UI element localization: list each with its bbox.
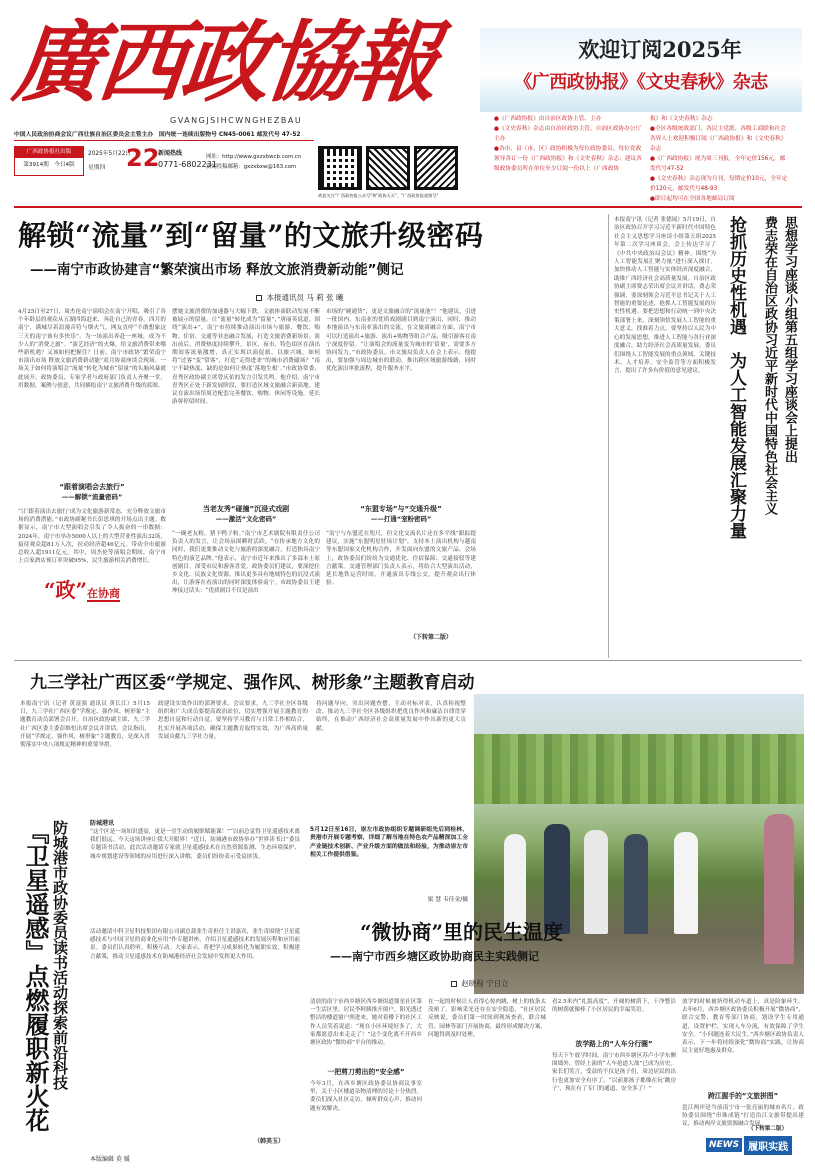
third-subhead-1: 一把剪刀剪出的“安全感” xyxy=(327,1068,405,1076)
fangcheng-subtitle: 防城港市政协委员读书活动探索前沿科技 xyxy=(51,820,69,1090)
subscribe-item: 报》和《文史春秋》杂志 xyxy=(650,116,713,122)
person-6 xyxy=(764,814,794,964)
masthead-title: 廣西政協報 xyxy=(8,10,440,114)
masthead-rule xyxy=(14,140,314,141)
second-col3: 持问题导向，突出问题查摆，主动对标对表，认真检视整改。推动九三学社全区各级组织把优良作风和廉洁自律贯穿始终，在推动广西经济社会高质量发展中作出新的更大贡献。 xyxy=(316,701,466,732)
ai-headline-c: 抢抓历史性机遇 为人工智能发展汇聚力量 xyxy=(726,216,746,539)
person-4 xyxy=(624,834,648,934)
lead-col1: 4月25日至27日，周杰伦南宁演唱会在南宁开唱，吸引了各个年龄层的观众从五湖四海赶来，奔赴自己的青春。四月的南宁，满城尽着浪漫音符与烟火气。网友直呼“不敢想象这三天的南宁该有多快乐”。为一场演出奔赴一座城，成为不少人的“消费之旅”。“演艺经济”的火爆，给文旅消费带来哪些新机遇？又该如何把握住？日前，南宁市政协“繁荣南宁市演出市场 释放文旅消费新动能”双月协商座谈会现场。一场关于如何将演唱会“流量”转化为城市“留量”的头脑风暴就此展开。政协委员、专家学者与政府部门负责人齐聚一堂，用数据、案例与创意，共同描绘南宁文旅消费升级的蓝图。 xyxy=(18,309,166,389)
lead-col3b: “南宁与东盟近在咫尺，但文化交流名片还在多平线”跟踪提建议，实施“东盟明星驻场计划”，支持本土演出机构与越南等东盟国家文化机构合作，开发面向东盟的文旅产品。会场上，政协委员们纷纷为交通优化、住宿保障、交通接驳等建言献策。交通管理部门负责人表示，将结合大型演出活动，延长地铁运营时间，开通演出专线公交，提升观众出行体验。 xyxy=(326,531,476,587)
third-col1b: 今年3月，在西乡塘区政协委员协商议事室里，关于小区楼道杂物清理的讨论十分热烈。委员们深入社区走访，倾听群众心声，推动问题有效解决。 xyxy=(310,1081,422,1112)
third-col3b: 每天下午放学时间，南宁市西乡塘区苏卢小学东侧围墙外，曾经上演的“人车抢道大战”已成为历史。家长们笑言，受益的不仅是孩子们，周边居民的出行也更加安全有序了。“以前那孩子都像在玩‘跳房子’，现在有了专门的通道，安全多了！” xyxy=(552,1053,676,1092)
third-col4: 放学的时候被挤得机动车道上，真是险象环生。去年6月，西乡塘区政协委员积极开展“微协商”，联合交警、教育等部门协商，划设学生专用通道，设置护栏，实现人车分流，有效保障了学生安全。“小问题连着大民生。”西乡塘区政协负责人表示，下一步将持续深化“微协商”实践，让协商民主更好地惠及群众。 xyxy=(682,999,804,1055)
masthead-pinyin: GVANGJSIHCWNGHEZBAU xyxy=(170,116,303,125)
third-col2: 在一起的时候让人看得心惊肉跳，树上的枝条太茂密了，影响采光还存在安全隐患。“社区居民反映说。委员们第一时间到现场查看，联合城管、园林等部门开展协商，最终形成解决方案，问题得到及时处理。 xyxy=(428,999,546,1038)
byline-text: 本报通讯员 马 莉 张 曦 xyxy=(266,293,344,302)
lead-byline xyxy=(170,292,430,303)
third-subhead-3: 跨江握手的“文旅拼图” xyxy=(707,1092,779,1100)
subscribe-item: ●各市、县（市、区）政协积极为每位政协委员、每位党政领导各订一份《广西政协报》和《文史春秋》杂志；建议各级政协委员所在单位至少订阅一份以上《广西政协 xyxy=(494,146,642,172)
qr-caption: 欢迎关注"广西政协报公众号"和"政协天天"、"广西政协报视频号" xyxy=(318,193,439,198)
qr-code-1 xyxy=(318,146,362,190)
second-col2: 政建设实效作出的部署要求。会议要求，九三学社全区各级组织和广大成员要提高政治站位，切实增强开展主题教育的思想自觉和行动自觉。要坚持学习教育与日常工作相结合，扎实开展各项活动，确保主题教育取得实效，为广西高质量发展贡献九三学社力量。 xyxy=(158,701,308,740)
lead-subhead-1-sub: ——解锁“流量密码” xyxy=(61,493,123,501)
ai-article-text: 本报南宁讯（记者 张德展）5月19日，自治区政协召开学习习近平新时代中国特色社会主义思想学习座谈小组第五组2025年第二次学习座谈会。会上传达学习了《中共中央政治局会议》精神。围绕“为人工智能发展汇聚力量”进行深入探讨。加快推动人工智能与实体经济深度融合，助推广西经济社会高质量发展。自治区政协副主席费志荣出席会议并讲话。费志荣强调，要深刻领会习近平总书记关于人工智能的重要论述，抢抓人工智能发展的历史性机遇。要把思想和行动统一到中央决策部署上来，深刻领悟发展人工智能的重大意义，找准着力点。要坚持以人民为中心的发展思想，推进人工智能与各行业深度融合，助力经济社会高质量发展。委员们围绕人工智能发展的重点领域、关键技术、人才培养、安全监管等方面积极发言，提出了许多有价值的意见建议。 xyxy=(614,217,716,375)
hotline-label: 新闻热线 xyxy=(158,150,183,157)
page-number: 22 xyxy=(126,144,160,172)
fangcheng-title: 『卫星遥感』点燃履职新火花 xyxy=(21,820,50,1132)
subscribe-item: ●《广西政协报》现为周三刊报，全年定价156元，邮发代号47-52 xyxy=(650,156,786,172)
photo-credit: 梁 慧 韦佳金/摄 xyxy=(427,897,468,903)
ai-headline-b: 费志荣在自治区政协习近平新时代中国特色社会主义 xyxy=(762,216,777,515)
subscribe-title: 欢迎订阅2025年 xyxy=(578,37,742,62)
third-continued: （下转第二版） xyxy=(748,1126,788,1132)
subscribe-item: ●《广西政协报》由自治区政协主管、主办 xyxy=(494,116,602,122)
column-divider xyxy=(608,214,609,658)
lead-subhead-3-sub: ——打通“宠粉密码” xyxy=(370,515,432,523)
news-tag-cn: 履职实践 xyxy=(744,1136,792,1155)
fangcheng-author: （韩美玉） xyxy=(254,1138,285,1145)
hotline-number: 0771-6802231 xyxy=(158,160,217,169)
fangcheng-dateline: 防城港讯 xyxy=(90,820,115,827)
page-editor: 本版编辑 莫 媛 xyxy=(90,1156,130,1163)
zheng-char: “政” xyxy=(44,578,88,602)
second-title: 九三学社广西区委“学规定、强作风、树形象”主题教育启动 xyxy=(30,673,475,693)
issue-number: 第3914期 今日4版 xyxy=(23,162,75,168)
section-divider-1 xyxy=(14,660,802,661)
lead-col3: 市场的“硬通货”，更是文旅融合的“流量池”！”他建议，引进一批国内、东南亚的优质戏剧剧目到南宁演出，同时，推动本地演出与东南亚演出的交流。在文旅商融合方面，南宁市可以打造演出+旅游、演出+购物等组合产品，吸引游客在南宁深度停留。“让演唱会的流量变为城市的‘留量’，需要多方协同发力。”市政协委员、市文旅局负责人在会上表示。他提出，要加强与周边城市的联动，推出跨区域旅游线路，同时优化演出审批流程，提升服务水平。 xyxy=(326,309,476,373)
lead-col2b: “一碗老友粉，猪下鸭子粉。”南宁市艺术剧院有限责任公司负责人的发言，让会场氛围瞬时活跃。“在传承地方文化的同时，我们更要推动文化与旅游的深度融合，打造独具南宁特色的演艺品牌。”他表示，南宁市近年来推出了多部本土原创剧目，深受市民和游客喜爱。政协委员们建议，要深挖壮乡文化、民族文化资源，推出更多具有地域特色的沉浸式演出，让游客在看演出的同时深度体验南宁。市政协委员王建坤接过话头：“优质剧目不仅是演出 xyxy=(172,531,320,595)
third-subhead-2: 放学路上的“人车分行圈” xyxy=(575,1040,653,1048)
third-byline xyxy=(410,978,550,989)
subscribe-right-col xyxy=(650,114,790,204)
vine-canopy xyxy=(474,734,804,804)
person-5 xyxy=(674,832,698,934)
lead-subhead-2: 当老友秀“碰撞”沉浸式戏剧 xyxy=(202,505,290,513)
person-3 xyxy=(584,830,608,934)
zheng-logo xyxy=(44,574,120,603)
third-col3: 看2.5米内“礼貌高度”，开阔的树荫下，干净整洁的树荫就像棒了小区居民的幸福笑语。 xyxy=(552,999,676,1014)
byline-square-icon xyxy=(256,295,262,301)
subscribe-item: ●即日起均可在全国各地邮局订阅 xyxy=(650,196,735,202)
website[interactable]: 网址：http://www.gxzxbwcb.com.cn xyxy=(206,154,302,160)
lead-title: 解锁“流量”到“留量”的文旅升级密码 xyxy=(18,219,484,252)
subscribe-left-col xyxy=(494,114,644,174)
lead-subhead-1: “跟着演唱会去旅行” xyxy=(59,483,125,491)
third-title: “微协商”里的民生温度 xyxy=(360,920,564,944)
subscribe-ad xyxy=(480,28,802,204)
issue-date: 2025年5月22日 xyxy=(88,151,132,157)
fangcheng-col1: “这个区是一场知识盛宴，更是一堂生动的履职赋能课！”“以前总觉得卫星遥感技术离我们很远，今天这场讲座让我大开眼界！”近日，防城港市政协举办“世界读书日”委员专题读书活动。此次活动邀请专家就卫星遥感技术在自然资源监测、生态环境保护、城乡规划建设等领域的应用进行深入讲解，委员们纷纷表示受益匪浅。 xyxy=(90,829,300,860)
third-col4b: 邕江两岸是当前南宁市一张亮丽的城市名片。政协委员围绕“串珠成链”打造沿江文旅带提出建议，推动两岸文旅资源融合发展。 xyxy=(682,1105,804,1128)
photo-caption-box xyxy=(310,826,468,904)
subscribe-item: ●《文史春秋》杂志由自治区政协主管、自治区政协办公厅主办 xyxy=(494,126,642,142)
lead-subhead-3: “东盟专场”与“交通升级” xyxy=(360,505,442,513)
third-col1: 清晨的南宁市西乡塘区西乡塘街道鼎星社区第一生活区里，居民李阿姨推开窗户，阳光透过整洁的楼道窗户照进来。她对着楼下的社区工作人员笑着说道：“现在小区环境好多了，大家都愿意出来走走了！”这个变化离不开西乡塘区政协“微协商”平台的推动。 xyxy=(310,999,422,1047)
masthead-bottom-rule xyxy=(14,206,802,208)
byline-square-icon xyxy=(451,981,457,987)
photo-caption: 5月12日至16日，崇左市政协组织专题调研组先后到桂林、贵港市开展专题考察，详细了解当地在特色农产品精深加工全产业链技术创新、产业升级方面的做法和经验，为推动崇左市相关工作提供借鉴。 xyxy=(310,827,468,859)
qr-code-3 xyxy=(414,146,458,190)
subscribe-item: ●《文史春秋》杂志现为月刊，每期定价10元，全年定价120元，邮发代号48-93 xyxy=(650,176,788,192)
lead-col2: 摆她文旅消费的加速器与大幅下跌。文旅体商联动发展不断被展示的留量。让“流量”转化成为“留量”，”唐丽英说道。围绕“演出+”，南宁市持续推动演出市场与旅游、餐饮、购物、住宿、交通等业态融合发展，打造文旅消费新场景。演出前后，消费热度持续攀升。景区、夜市、特色街区在演出期间客流量激增，真正实现以演促旅、以旅兴城。如何将“过客”变“常客”，打造“走得进来”的城市消费磁场？“南宁不缺热度，缺的是如何让热度‘落地生根’。”市政协常委、青秀区政协副主席曾庆佑的发言引发共鸣。他介绍，南宁市青秀区正处于新发展阶段，要打造区域文旅融合新高地。建议在演出场馆周边配套完善餐饮、购物、休闲等设施，延长游客停留时间。 xyxy=(172,309,320,406)
publisher: 广西政协报社出版 xyxy=(15,147,83,158)
fangcheng-col2: 活动邀请中科卫星科技集团有限公司副总裁张生奇担任主讲嘉宾，张生奇围绕“卫星遥感技术与中国卫星的商业化应用”作专题讲座，介绍卫星遥感技术的发展历程和应用前景。委员们认真聆听，积极互动。大家表示，将把学习成果转化为履职实效，积极建言献策，推动卫星遥感技术在防城港经济社会发展中发挥更大作用。 xyxy=(90,929,300,960)
subscribe-subtitle: 《广西政协报》《文史春秋》杂志 xyxy=(514,72,768,93)
email[interactable]: 新闻投稿邮箱：gxzxbxw@163.com xyxy=(206,164,297,170)
publisher-box xyxy=(14,146,84,176)
masthead-sponsor: 中国人民政治协商会议广西壮族自治区委员会主管主办 国内统一连续出版物号 CN45-0061 邮发代号 47-52 xyxy=(14,132,301,138)
ai-headline-a: 思想学习座谈小组第五组学习座谈会上提出 xyxy=(782,216,797,463)
byline-text: 赵晓程 宁日立 xyxy=(461,979,509,988)
lead-col1b: “让‘跟着演出去旅行’成为文化旅游新常态，充分释放文旅市场的消费潜能。”市政协副秘书长彭思琪的开场点出主题。数据显示，南宁市大型演唱会引发了令人振奋的一串数据：2024年，南宁市举办5000人以上的大型营业性演出32场，接待观众超81万人次，拉动经济超46亿元。带动全市旅游总收入超1911亿元。其中，周杰伦等演唱会期间，南宁市上百家酒店预订率突破95%，民生旅游相关消费增长。 xyxy=(18,509,166,565)
zheng-text: 在协商 xyxy=(87,587,121,600)
lead-continued: （下转第二版） xyxy=(410,634,453,641)
news-tag xyxy=(706,1136,804,1154)
subscribe-item: ●全区各级统战部门、各民主党派、各级工商联和社会各界人士欢迎积极订阅《广西政协报》和《文史春秋》杂志 xyxy=(650,126,787,152)
weekday: 星期四 xyxy=(88,165,106,171)
news-tag-en: NEWS xyxy=(706,1138,742,1152)
lead-subhead-2-sub: ——激活“文化密码” xyxy=(215,515,277,523)
third-subtitle: ——南宁市西乡塘区政协助商民主实践侧记 xyxy=(330,950,539,963)
qr-code-2 xyxy=(366,146,410,190)
second-col1: 本报南宁讯（记者 黄富强 通讯员 黄长江）5月15日，九三学社广西区委“学规定、强作风、树形象”主题教育动员部署会召开。自治区政协副主席、九三学社广西区委主委彭维恒出席会议并讲话。会议指出，开展“学规定、强作风、树形象”主题教育，是深入贯彻落实中央八项规定精神的重要举措。 xyxy=(20,701,150,749)
lead-subtitle: ——南宁市政协建言“繁荣演出市场 释放文旅消费新动能”侧记 xyxy=(30,262,404,278)
